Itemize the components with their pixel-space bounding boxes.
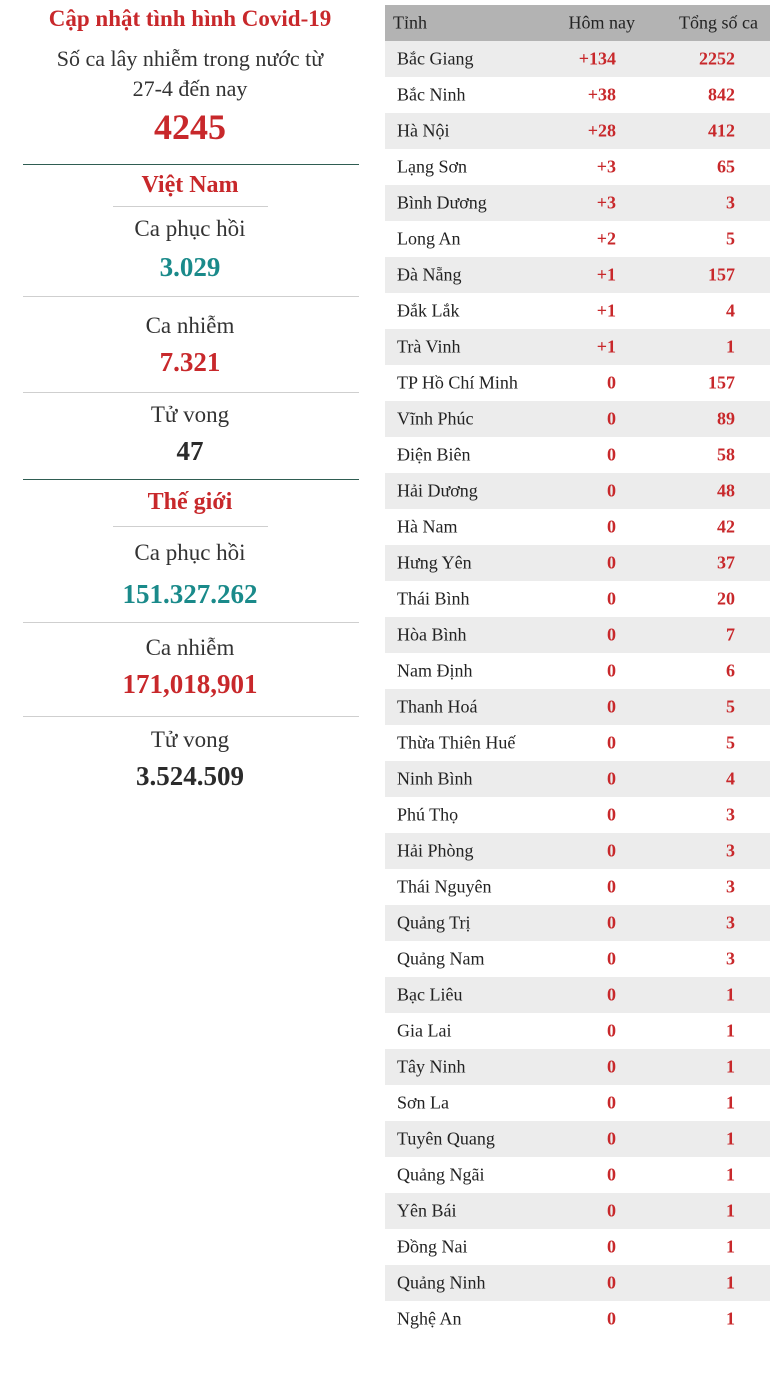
total-cases: 2252 bbox=[699, 48, 735, 69]
province-name: Bắc Giang bbox=[397, 48, 474, 69]
total-cases: 1 bbox=[726, 1272, 735, 1293]
table-row bbox=[385, 1121, 770, 1157]
table-row bbox=[385, 401, 770, 437]
total-cases: 1 bbox=[726, 1128, 735, 1149]
total-cases: 3 bbox=[726, 912, 735, 933]
province-name: Tây Ninh bbox=[397, 1056, 466, 1077]
today-cases: 0 bbox=[607, 984, 616, 1005]
vietnam-deaths-value: 47 bbox=[176, 436, 204, 466]
column-header-province: Tỉnh bbox=[393, 12, 427, 33]
province-name: Thái Nguyên bbox=[397, 876, 492, 897]
province-name: Đà Nẵng bbox=[397, 264, 462, 285]
world-deaths-label: Tử vong bbox=[150, 727, 230, 752]
province-name: Tuyên Quang bbox=[397, 1128, 495, 1149]
today-cases: 0 bbox=[607, 624, 616, 645]
today-cases: 0 bbox=[607, 1092, 616, 1113]
table-header bbox=[385, 5, 770, 41]
today-cases: +1 bbox=[596, 264, 616, 285]
total-cases: 3 bbox=[726, 840, 735, 861]
today-cases: +38 bbox=[587, 84, 616, 105]
province-name: Sơn La bbox=[397, 1092, 450, 1113]
divider bbox=[113, 526, 268, 527]
today-cases: 0 bbox=[607, 732, 616, 753]
table-row bbox=[385, 689, 770, 725]
total-cases: 5 bbox=[726, 732, 735, 753]
table-row bbox=[385, 1265, 770, 1301]
province-table bbox=[385, 5, 770, 1337]
total-cases: 3 bbox=[726, 192, 735, 213]
province-name: Nam Định bbox=[397, 660, 473, 681]
total-cases: 3 bbox=[726, 876, 735, 897]
table-row bbox=[385, 725, 770, 761]
table-row bbox=[385, 329, 770, 365]
total-cases: 842 bbox=[708, 84, 735, 105]
table-row bbox=[385, 977, 770, 1013]
province-name: Nghệ An bbox=[397, 1308, 462, 1329]
divider bbox=[23, 716, 359, 717]
table-row bbox=[385, 509, 770, 545]
province-name: Hải Phòng bbox=[397, 840, 474, 861]
province-name: Ninh Bình bbox=[397, 768, 473, 789]
province-name: Hà Nam bbox=[397, 516, 458, 537]
total-cases: 157 bbox=[708, 372, 735, 393]
table-body bbox=[385, 41, 770, 1337]
province-name: Vĩnh Phúc bbox=[397, 408, 474, 429]
total-cases: 1 bbox=[726, 1092, 735, 1113]
total-cases: 58 bbox=[717, 444, 735, 465]
province-name: Thừa Thiên Huế bbox=[397, 732, 516, 753]
province-name: Hòa Bình bbox=[397, 624, 467, 645]
today-cases: 0 bbox=[607, 408, 616, 429]
divider bbox=[23, 392, 359, 393]
table-row bbox=[385, 581, 770, 617]
table-row bbox=[385, 1229, 770, 1265]
province-name: Yên Bái bbox=[397, 1200, 457, 1221]
table-row bbox=[385, 293, 770, 329]
total-cases: 1 bbox=[726, 1056, 735, 1077]
table-row bbox=[385, 1085, 770, 1121]
vietnam-heading: Việt Nam bbox=[141, 172, 239, 198]
column-header-today: Hôm nay bbox=[568, 12, 635, 33]
province-name: Gia Lai bbox=[397, 1020, 452, 1041]
table-row bbox=[385, 1157, 770, 1193]
total-cases: 3 bbox=[726, 804, 735, 825]
today-cases: 0 bbox=[607, 1020, 616, 1041]
table-row bbox=[385, 473, 770, 509]
today-cases: 0 bbox=[607, 1056, 616, 1077]
today-cases: 0 bbox=[607, 768, 616, 789]
today-cases: 0 bbox=[607, 840, 616, 861]
table-row bbox=[385, 617, 770, 653]
divider bbox=[23, 164, 359, 165]
table-row bbox=[385, 1193, 770, 1229]
world-infected-label: Ca nhiễm bbox=[145, 635, 235, 660]
today-cases: 0 bbox=[607, 480, 616, 501]
total-cases: 4 bbox=[726, 768, 735, 789]
table-row bbox=[385, 77, 770, 113]
world-deaths-value: 3.524.509 bbox=[136, 761, 244, 791]
total-cases: 42 bbox=[717, 516, 735, 537]
table-row bbox=[385, 365, 770, 401]
today-cases: 0 bbox=[607, 588, 616, 609]
today-cases: 0 bbox=[607, 552, 616, 573]
page-title: Cập nhật tình hình Covid-19 bbox=[48, 6, 332, 31]
today-cases: +134 bbox=[578, 48, 616, 69]
subtitle-line-2: 27-4 đến nay bbox=[132, 76, 248, 101]
total-cases: 1 bbox=[726, 336, 735, 357]
today-cases: 0 bbox=[607, 660, 616, 681]
vietnam-deaths-label: Tử vong bbox=[150, 402, 230, 427]
province-name: Đắk Lắk bbox=[397, 300, 460, 321]
today-cases: +3 bbox=[596, 192, 616, 213]
table-row bbox=[385, 653, 770, 689]
divider bbox=[23, 622, 359, 623]
total-cases: 4 bbox=[726, 300, 735, 321]
vietnam-infected-label: Ca nhiễm bbox=[145, 313, 235, 338]
province-name: Hải Dương bbox=[397, 480, 478, 501]
table-row bbox=[385, 761, 770, 797]
today-cases: +1 bbox=[596, 336, 616, 357]
total-cases: 37 bbox=[717, 552, 735, 573]
today-cases: 0 bbox=[607, 876, 616, 897]
province-name: Hưng Yên bbox=[397, 552, 472, 573]
table-row bbox=[385, 941, 770, 977]
province-name: Lạng Sơn bbox=[397, 156, 468, 177]
total-cases: 20 bbox=[717, 588, 735, 609]
vietnam-recovered-label: Ca phục hồi bbox=[134, 216, 246, 241]
divider bbox=[113, 206, 268, 207]
world-heading: Thế giới bbox=[147, 489, 233, 515]
today-cases: +3 bbox=[596, 156, 616, 177]
column-header-total: Tổng số ca bbox=[679, 12, 758, 33]
today-cases: +1 bbox=[596, 300, 616, 321]
today-cases: 0 bbox=[607, 1308, 616, 1329]
province-name: Quảng Nam bbox=[397, 948, 485, 969]
province-name: Đồng Nai bbox=[397, 1236, 468, 1257]
total-cases: 1 bbox=[726, 1200, 735, 1221]
table-row bbox=[385, 1013, 770, 1049]
total-cases: 3 bbox=[726, 948, 735, 969]
today-cases: 0 bbox=[607, 372, 616, 393]
total-cases: 1 bbox=[726, 1236, 735, 1257]
total-cases: 5 bbox=[726, 228, 735, 249]
today-cases: 0 bbox=[607, 804, 616, 825]
total-cases: 6 bbox=[726, 660, 735, 681]
table-row bbox=[385, 41, 770, 77]
world-recovered-label: Ca phục hồi bbox=[134, 540, 246, 565]
world-infected-value: 171,018,901 bbox=[122, 669, 258, 699]
total-cases: 7 bbox=[726, 624, 735, 645]
total-cases: 1 bbox=[726, 1308, 735, 1329]
today-cases: 0 bbox=[607, 696, 616, 717]
table-row bbox=[385, 113, 770, 149]
province-name: Thanh Hoá bbox=[397, 696, 478, 717]
province-name: Thái Bình bbox=[397, 588, 470, 609]
divider bbox=[23, 479, 359, 480]
province-name: Bình Dương bbox=[397, 192, 487, 213]
province-name: Trà Vinh bbox=[397, 336, 461, 357]
today-cases: 0 bbox=[607, 1128, 616, 1149]
total-cases: 1 bbox=[726, 984, 735, 1005]
total-cases: 157 bbox=[708, 264, 735, 285]
province-name: Bạc Liêu bbox=[397, 984, 463, 1005]
table-row bbox=[385, 437, 770, 473]
province-name: Điện Biên bbox=[397, 444, 471, 465]
province-name: TP Hồ Chí Minh bbox=[397, 372, 518, 393]
table-row bbox=[385, 221, 770, 257]
province-name: Hà Nội bbox=[397, 120, 450, 141]
today-cases: 0 bbox=[607, 444, 616, 465]
total-cases: 412 bbox=[708, 120, 735, 141]
province-name: Phú Thọ bbox=[397, 804, 459, 825]
total-cases: 1 bbox=[726, 1164, 735, 1185]
table-row bbox=[385, 1301, 770, 1337]
table-row bbox=[385, 869, 770, 905]
today-cases: 0 bbox=[607, 1236, 616, 1257]
table-row bbox=[385, 257, 770, 293]
province-name: Long An bbox=[397, 228, 461, 249]
today-cases: +28 bbox=[587, 120, 616, 141]
today-cases: 0 bbox=[607, 912, 616, 933]
table-row bbox=[385, 545, 770, 581]
table-row bbox=[385, 185, 770, 221]
divider bbox=[23, 296, 359, 297]
table-row bbox=[385, 833, 770, 869]
domestic-subtitle bbox=[25, 44, 355, 104]
province-name: Quảng Ninh bbox=[397, 1272, 486, 1293]
today-cases: 0 bbox=[607, 1164, 616, 1185]
table-row bbox=[385, 149, 770, 185]
table-row bbox=[385, 1049, 770, 1085]
subtitle-line-1: Số ca lây nhiễm trong nước từ bbox=[56, 46, 324, 71]
total-cases: 1 bbox=[726, 1020, 735, 1041]
today-cases: 0 bbox=[607, 516, 616, 537]
today-cases: +2 bbox=[596, 228, 616, 249]
today-cases: 0 bbox=[607, 1272, 616, 1293]
world-recovered-value: 151.327.262 bbox=[122, 579, 258, 609]
vietnam-recovered-value: 3.029 bbox=[159, 252, 221, 282]
domestic-total-value: 4245 bbox=[154, 107, 226, 147]
province-name: Quảng Trị bbox=[397, 912, 471, 933]
table-row bbox=[385, 797, 770, 833]
vietnam-infected-value: 7.321 bbox=[159, 347, 221, 377]
total-cases: 89 bbox=[717, 408, 735, 429]
total-cases: 65 bbox=[717, 156, 735, 177]
total-cases: 48 bbox=[717, 480, 735, 501]
today-cases: 0 bbox=[607, 1200, 616, 1221]
total-cases: 5 bbox=[726, 696, 735, 717]
province-name: Bắc Ninh bbox=[397, 84, 466, 105]
province-name: Quảng Ngãi bbox=[397, 1164, 485, 1185]
today-cases: 0 bbox=[607, 948, 616, 969]
table-row bbox=[385, 905, 770, 941]
